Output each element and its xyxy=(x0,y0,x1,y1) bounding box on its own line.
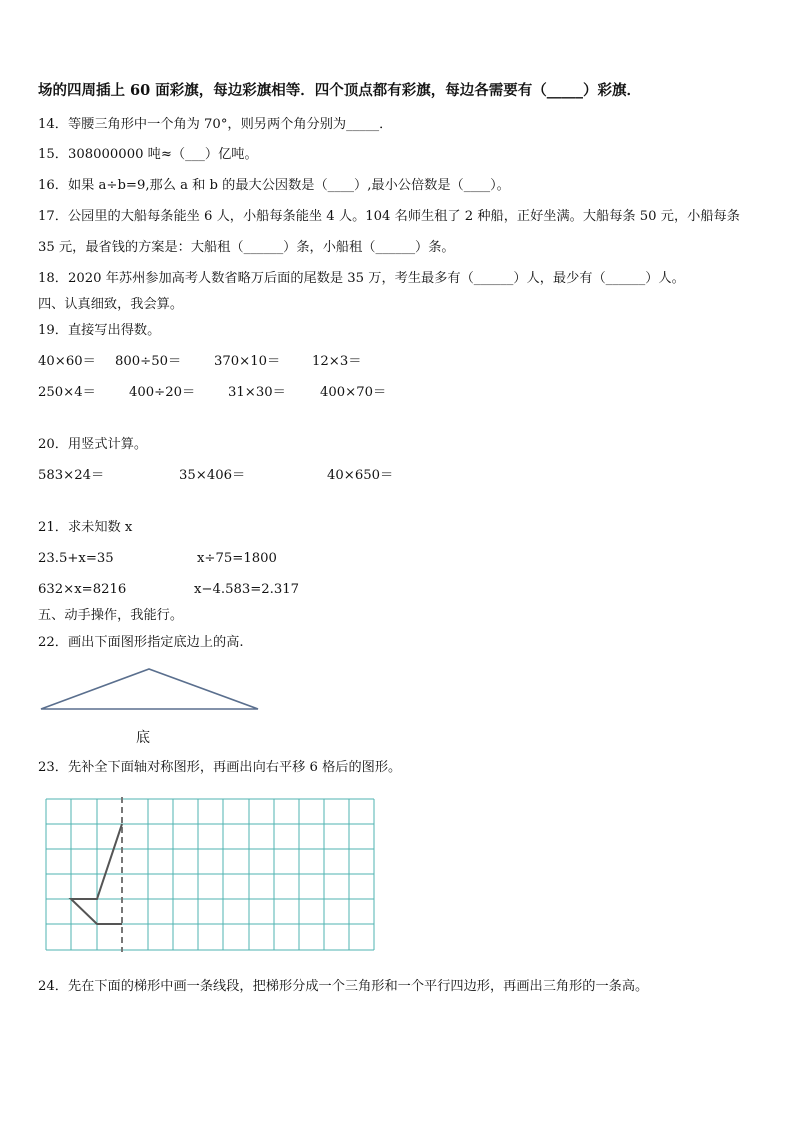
q19-expr-1: 40×60＝ xyxy=(38,354,96,369)
q20-expr-2: 35×406＝ xyxy=(179,468,246,483)
question-13-tail: 场的四周插上 60 面彩旗，每边彩旗相等．四个顶点都有彩旗，每边各需要有（_____）彩旗． xyxy=(38,82,642,99)
question-15: 15．308000000 吨≈（___）亿吨。 xyxy=(38,147,258,162)
question-18: 18．2020 年苏州参加高考人数省略万后面的尾数是 35 万，考生最多有（______）人，最少有（______）人。 xyxy=(38,271,685,286)
question-17-line2: 35 元，最省钱的方案是：大船租（______）条，小船租（______）条。 xyxy=(38,240,455,255)
q21-eq-3: 632×x=8216 xyxy=(38,582,127,597)
base-label: 底 xyxy=(136,730,150,746)
question-20: 20．用竖式计算。 xyxy=(38,437,148,452)
q19-expr-7: 31×30＝ xyxy=(228,385,286,400)
q21-eq-2: x÷75=1800 xyxy=(197,551,277,566)
question-22: 22．画出下面图形指定底边上的高. xyxy=(38,635,244,650)
question-23: 23．先补全下面轴对称图形，再画出向右平移 6 格后的图形。 xyxy=(38,760,402,775)
half-shape xyxy=(71,824,122,924)
q19-expr-4: 12×3＝ xyxy=(312,354,362,369)
q20-expr-3: 40×650＝ xyxy=(327,468,394,483)
section-4-heading: 四、认真细致，我会算。 xyxy=(38,297,184,312)
question-17-line1: 17．公园里的大船每条能坐 6 人，小船每条能坐 4 人。104 名师生租了 2 种船，正好坐满。大船每条 50 元，小船每条 xyxy=(38,209,740,224)
obtuse-triangle xyxy=(41,669,258,709)
q20-expr-1: 583×24＝ xyxy=(38,468,105,483)
question-16: 16．如果 a÷b=9,那么 a 和 b 的最大公因数是（____）,最小公倍数是（____）。 xyxy=(38,178,510,193)
grid-lines xyxy=(46,799,374,950)
q19-expr-8: 400×70＝ xyxy=(320,385,387,400)
q19-expr-3: 370×10＝ xyxy=(214,354,281,369)
q21-eq-4: x−4.583=2.317 xyxy=(194,582,300,597)
question-19: 19．直接写出得数。 xyxy=(38,323,161,338)
question-14: 14．等腰三角形中一个角为 70°，则另两个角分别为_____． xyxy=(38,117,393,132)
q21-eq-1: 23.5+x=35 xyxy=(38,551,114,566)
q19-expr-6: 400÷20＝ xyxy=(129,385,196,400)
section-5-heading: 五、动手操作，我能行。 xyxy=(38,608,184,623)
q19-expr-2: 800÷50＝ xyxy=(115,354,182,369)
question-21: 21．求未知数 x xyxy=(38,520,133,535)
q19-expr-5: 250×4＝ xyxy=(38,385,96,400)
question-24: 24．先在下面的梯形中画一条线段，把梯形分成一个三角形和一个平行四边形，再画出三角形的一条高。 xyxy=(38,979,649,994)
